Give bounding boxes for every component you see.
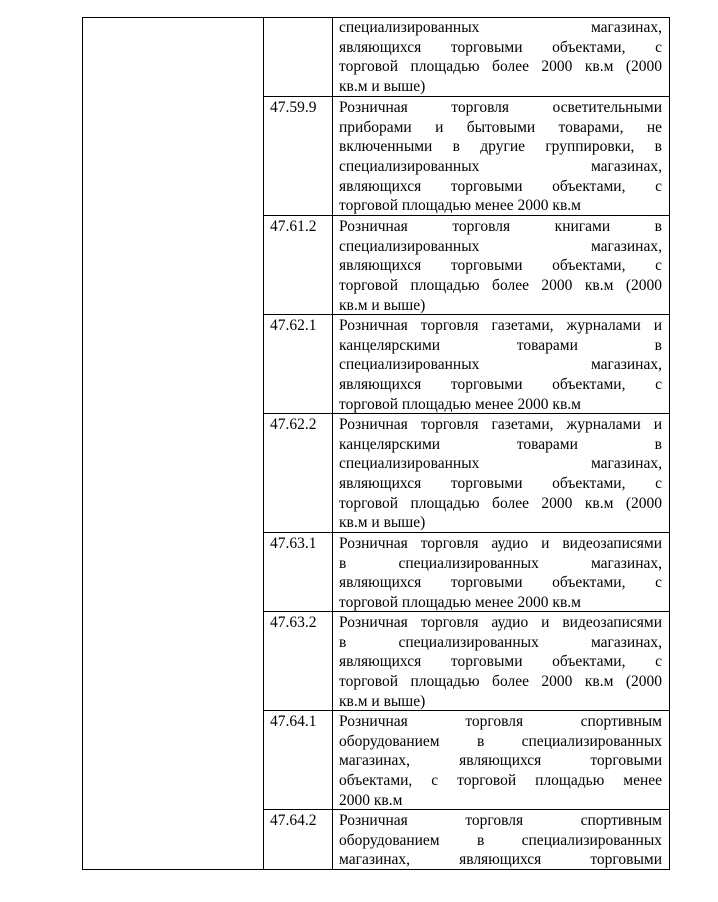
description-line: Розничная торговля аудио и видеозаписями — [339, 535, 662, 552]
okved-code: 47.59.9 — [264, 97, 333, 215]
table-row — [264, 810, 669, 870]
activity-description — [333, 216, 669, 315]
activity-description — [333, 97, 669, 216]
description-line: кв.м и выше) — [339, 514, 426, 532]
activity-description — [333, 315, 669, 414]
okved-code: 47.64.2 — [264, 810, 333, 870]
description-line: 2000 кв.м — [339, 791, 403, 809]
description-line: торговой площадью менее 2000 кв.м — [339, 197, 581, 215]
description-line: являющихся торговыми объектами, с — [339, 475, 662, 493]
description-line: являющихся торговыми объектами, с — [339, 257, 662, 275]
table-row — [264, 414, 669, 533]
description-line: Розничная торговля книгами в — [339, 218, 662, 235]
activity-description — [333, 711, 669, 810]
description-line: Розничная торговля спортивным — [339, 812, 662, 829]
first-column-cell — [83, 18, 264, 869]
okved-code: 47.62.2 — [264, 414, 333, 532]
description-line: магазинах, являющихся торговыми — [339, 851, 662, 869]
table-row — [264, 612, 669, 711]
description-line: являющихся торговыми объектами, с — [339, 38, 662, 56]
description-line: кв.м и выше) — [339, 692, 426, 710]
table-row — [264, 97, 669, 216]
description-line: Розничная торговля осветительными — [339, 99, 662, 116]
description-line: канцелярскими товарами в — [339, 336, 662, 354]
description-line: специализированных магазинах, — [339, 237, 662, 255]
description-line: специализированных магазинах, — [339, 356, 662, 374]
activity-description — [333, 533, 669, 613]
description-line: приборами и бытовыми товарами, не — [339, 118, 662, 136]
description-line: магазинах, являющихся торговыми — [339, 752, 662, 770]
description-line: Розничная торговля аудио и видеозаписями — [339, 614, 662, 631]
description-line: Розничная торговля газетами, журналами и — [339, 317, 662, 334]
okved-code: 47.62.1 — [264, 315, 333, 413]
activity-description — [333, 612, 669, 711]
description-line: оборудованием в специализированных — [339, 831, 662, 849]
okved-code: 47.64.1 — [264, 711, 333, 809]
description-line: являющихся торговыми объектами, с — [339, 177, 662, 195]
okved-code: 47.63.1 — [264, 533, 333, 611]
description-line: торговой площадью более 2000 кв.м (2000 — [339, 277, 662, 295]
okved-code — [264, 17, 333, 96]
okved-table — [82, 17, 670, 870]
description-line: торговой площадью более 2000 кв.м (2000 — [339, 494, 662, 512]
table-row — [264, 216, 669, 315]
description-line: оборудованием в специализированных — [339, 732, 662, 750]
table-row — [264, 315, 669, 414]
description-line: торговой площадью менее 2000 кв.м — [339, 395, 581, 413]
description-line: являющихся торговыми объектами, с — [339, 574, 662, 592]
description-line: Розничная торговля спортивным — [339, 713, 662, 730]
table-row — [264, 17, 669, 97]
okved-code: 47.63.2 — [264, 612, 333, 710]
activity-description — [333, 810, 669, 870]
description-line: торговой площадью более 2000 кв.м (2000 — [339, 673, 662, 691]
description-line: кв.м и выше) — [339, 78, 426, 96]
description-line: в специализированных магазинах, — [339, 633, 662, 651]
description-line: кв.м и выше) — [339, 296, 426, 314]
description-line: Розничная торговля газетами, журналами и — [339, 416, 662, 433]
description-line: специализированных магазинах, — [339, 158, 662, 176]
description-line: специализированных магазинах, — [339, 19, 662, 36]
okved-code: 47.61.2 — [264, 216, 333, 314]
description-line: включенными в другие группировки, в — [339, 138, 662, 156]
description-line: канцелярскими товарами в — [339, 435, 662, 453]
description-line: торговой площадью менее 2000 кв.м — [339, 594, 581, 612]
description-line: объектами, с торговой площадью менее — [339, 772, 662, 790]
table-row — [264, 711, 669, 810]
description-line: торговой площадью более 2000 кв.м (2000 — [339, 58, 662, 76]
activity-description — [333, 17, 669, 97]
description-line: являющихся торговыми объектами, с — [339, 653, 662, 671]
table-row — [264, 533, 669, 612]
description-line: являющихся торговыми объектами, с — [339, 376, 662, 394]
description-line: специализированных магазинах, — [339, 455, 662, 473]
description-line: в специализированных магазинах, — [339, 554, 662, 572]
activity-description — [333, 414, 669, 533]
